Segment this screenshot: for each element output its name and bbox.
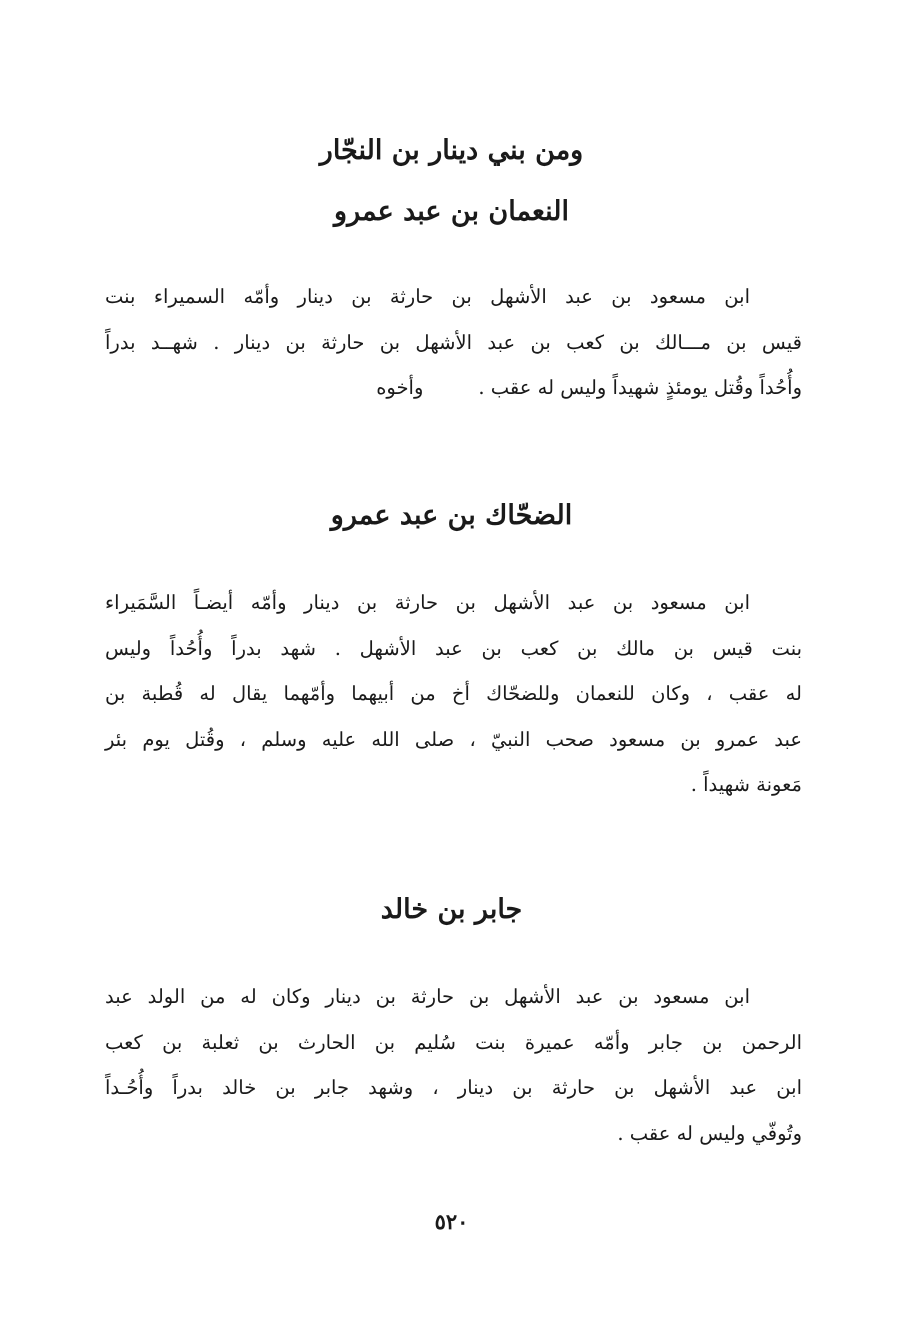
text-line: عبد عمرو بن مسعود صحب النبيّ ، صلى الله عليه وسلم ، وقُتل يوم بئر: [105, 727, 802, 751]
text-line: مَعونة شهيداً .: [690, 773, 802, 796]
text-line: قيس بن مـــالك بن كعب بن عبد الأشهل بن حارثة بن دينار . شهــد بدراً: [105, 330, 802, 354]
section-heading-jabir: جابر بن خالد: [380, 894, 523, 925]
text-segment: وأُحُداً وقُتل يومئذٍ شهيداً وليس له عقب .: [478, 376, 802, 399]
text-line: وتُوفّي وليس له عقب .: [617, 1121, 802, 1145]
text-line: ابن مسعود بن عبد الأشهل بن حارثة بن دينار وأمّه السميراء بنت: [105, 285, 750, 308]
paragraph-dahhak: [105, 580, 802, 808]
page-number: ٥٢٠: [434, 1209, 469, 1234]
paragraph-nuaman: [105, 274, 802, 411]
text-segment: وأخوه: [376, 376, 424, 399]
section-heading-nuaman: النعمان بن عبد عمرو: [334, 196, 569, 227]
text-line: ابن مسعود بن عبد الأشهل بن حارثة بن دينار وأمّه أيضـاً السَّمَيراء: [105, 591, 750, 614]
section-heading-dahhak: الضحّاك بن عبد عمرو: [330, 500, 573, 531]
text-line: بنت قيس بن مالك بن كعب بن عبد الأشهل . شهد بدراً وأُحُداً وليس: [105, 636, 802, 660]
text-line: ابن عبد الأشهل بن حارثة بن دينار ، وشهد جابر بن خالد بدراً وأُحُـداً: [105, 1076, 802, 1099]
text-line: ابن مسعود بن عبد الأشهل بن حارثة بن دينار وكان له من الولد عبد: [105, 985, 750, 1008]
text-line: له عقب ، وكان للنعمان وللضحّاك أخ من أبيهما وأمّهما يقال له قُطبة بن: [105, 682, 802, 705]
section-heading-family: ومن بني دينار بن النجّار: [319, 135, 584, 166]
text-line: الرحمن بن جابر وأمّه عميرة بنت سُليم بن الحارث بن ثعلبة بن كعب: [105, 1030, 802, 1054]
text-line-final: [105, 365, 802, 411]
paragraph-jabir: [105, 974, 802, 1156]
